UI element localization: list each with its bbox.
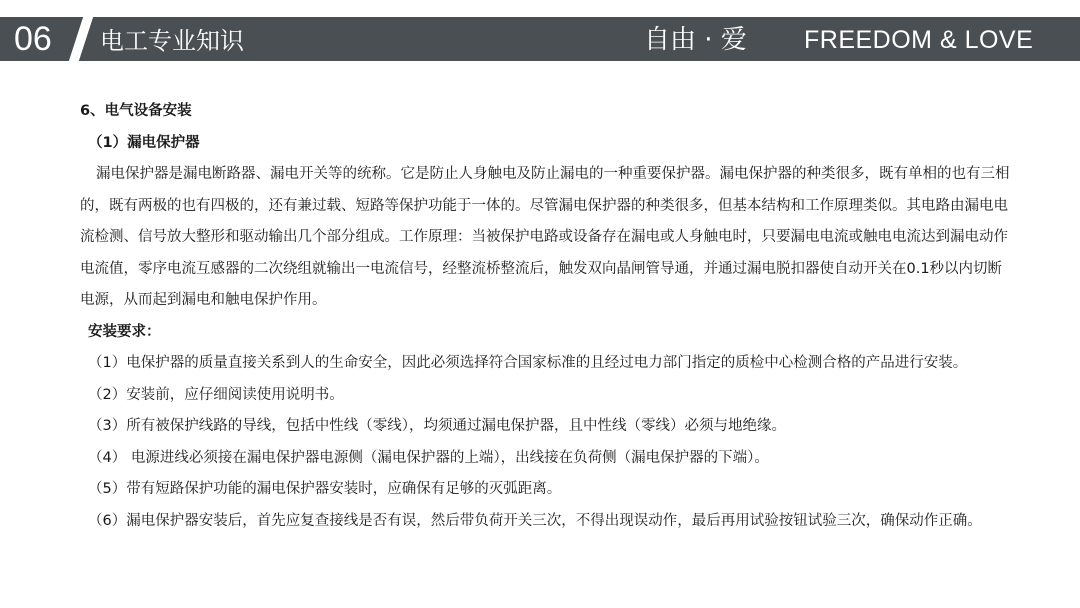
list-item: （2）安装前，应仔细阅读使用说明书。 bbox=[88, 386, 344, 403]
list-item: （5）带有短路保护功能的漏电保护器安装时，应确保有足够的灭弧距离。 bbox=[88, 481, 562, 497]
list-item: （1）电保护器的质量直接关系到人的生命安全，因此必须选择符合国家标准的且经过电力部门指定的质检中心检测合格的产品进行安装。 bbox=[88, 355, 968, 371]
section-number: 06 bbox=[0, 17, 72, 61]
subheading: （1）漏电保护器 bbox=[88, 134, 200, 151]
list-item: （4） 电源进线必须接在漏电保护器电源侧（漏电保护器的上端），出线接在负荷侧（漏电保护器的下端）。 bbox=[88, 449, 769, 466]
requirements-title: 安装要求： bbox=[88, 323, 161, 340]
heading: 6、电气设备安装 bbox=[80, 103, 192, 119]
tagline-english: FREEDOM & LOVE bbox=[804, 26, 1034, 54]
document-body bbox=[80, 96, 1010, 537]
list-item: （3）所有被保护线路的导线，包括中性线（零线），均须通过漏电保护器，且中性线（零线）必须与地绝缘。 bbox=[88, 418, 786, 434]
list-item: （6）漏电保护器安装后，首先应复查接线是否有误，然后带负荷开关三次，不得出现误动作，最后再用试验按钮试验三次，确保动作正确。 bbox=[88, 512, 982, 529]
header-bar bbox=[0, 17, 1080, 61]
section-title: 电工专业知识 bbox=[100, 27, 244, 55]
description-paragraph: 漏电保护器是漏电断路器、漏电开关等的统称。它是防止人身触电及防止漏电的一种重要保护器。漏电保护器的种类很多，既有单相的也有三相的，既有两极的也有四极的，还有兼过载、短路等保护功能于一体的。尽管漏电保护器的种类很多，但基本结构和工作原理类似。其电路由漏电电流检测、信号放大整形和驱动输出几个部分组成。工作原理：当被保护电路或设备存在漏电或人身触电时，只要漏电电流或触电电流达到漏电动作电流值，零序电流互感器的二次绕组就输出一电流信号，经整流桥整流后，触发双向晶闸管导通，并通过漏电脱扣器使自动开关在0.1秒以内切断电源，从而起到漏电和触电保护作用。 bbox=[80, 166, 1010, 308]
tagline-chinese: 自由 · 爱 bbox=[644, 25, 747, 55]
